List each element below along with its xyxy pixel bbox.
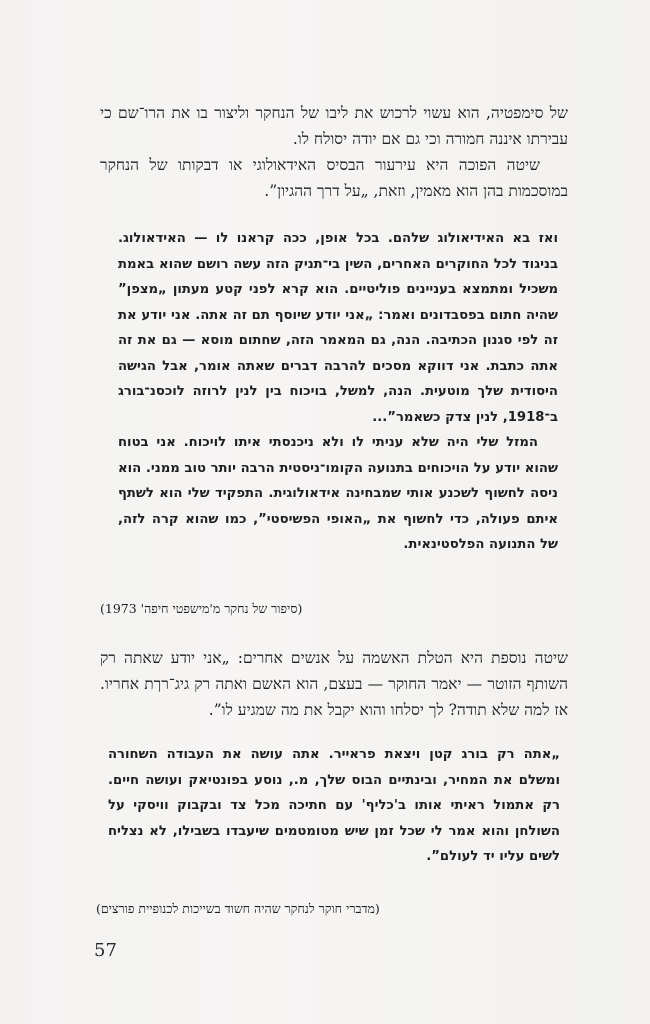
body-paragraph: שיטה הפוכה היא עירעור הבסיס האידאולוגי או דבקותו של הנחקר במוסכמות בהן הוא מאמין, וזאת, „על דרך ההגיון”. <box>100 156 568 200</box>
quoted-testimony-2 <box>108 742 560 870</box>
body-paragraph: של סימפטיה, הוא עשוי לרכוש את ליבו של הנחקר וליצור בו את הרו־שם כי עבירתו איננה חמורה וכי גם אם יודה יסולח לו. <box>100 104 568 148</box>
body-text-middle <box>100 645 568 723</box>
quote-source: (מדברי חוקר לנחקר שהיה חשוד בשייכות לכנופיית פורצים) <box>96 901 380 916</box>
quote-source-2-wrap <box>96 898 564 920</box>
body-paragraph: שיטה נוספת היא הטלת האשמה על אנשים אחרים: „אני יודע שאתה רק השותף הזוטר — יאמר החוקר — בעצם, הוא האשם ואתה רק גיג־רךת אחריו. אז למה שלא תודה? לך יסלחו והוא יקבל את מה שמגיע לו”. <box>100 649 568 719</box>
quote-paragraph: המזל שלי היה שלא עניתי לו ולא ניכנסתי איתו לויכוח. אני בטוח שהוא יודע על הויכוחים בתנועה הקומו־ניסטית הרבה יותר טוב ממני. הוא ניסה לחשוף לשכנע אותי שמבחינה אידאולוגית. התפקיד שלי הוא לשתף איתם פעולה, כדי לחשוף את „האופי הפשיסטי”, כמו שהוא קרה לזה, של התנועה הפלסטינאית. <box>118 435 558 552</box>
page-number: 57 <box>94 940 117 961</box>
body-text-top <box>100 100 568 204</box>
quoted-testimony-1 <box>118 226 558 558</box>
quote-source: (סיפור של נחקר מ'מישפטי חיפה' 1973) <box>100 601 303 616</box>
quote-source-1-wrap <box>100 598 568 620</box>
quote-paragraph: ואז בא האידיאולוג שלהם. בכל אופן, ככה קראנו לו — האידאולוג. בניגוד לכל החוקרים האחרים, השין בי־תניק הזה עשה רושם שהוא באמת משכיל ומתמצא בעניינים פוליטיים. הוא קרא לפני קטע מעתון „מצפן” שהיה חתום בפסבדונים ואמר: „אני יודע שיוסף תם זה אתה. אני יודע את זה לפי סגנון הכתיבה. הנה, גם המאמר הזה, שחתום מוסא — גם את זה אתה כתבת. אני דווקא מסכים להרבה דברים שאתה אומר, אבל הגישה היסודית שלך מוטעית. הנה, למשל, בויכוח בין לנין לרוזה לוכסנ־בורג ב־1918, לנין צדק כשאמר”... <box>118 231 558 425</box>
quote-paragraph: „אתה רק בורג קטן ויצאת פראייר. אתה עושה את העבודה השחורה ומשלם את המחיר, ובינתיים הבוס שלך, מ., נוסע בפונטיאק ועושה חיים. רק אתמול ראיתי אותו ב'כליף' עם חתיכה מכל צד ובקבוק וויסקי על השולחן והוא אמר לי שכל זמן שיש מטומטמים שיעבדו בשבילו, לא נצליח לשים עליו יד לעולם”. <box>108 747 560 864</box>
